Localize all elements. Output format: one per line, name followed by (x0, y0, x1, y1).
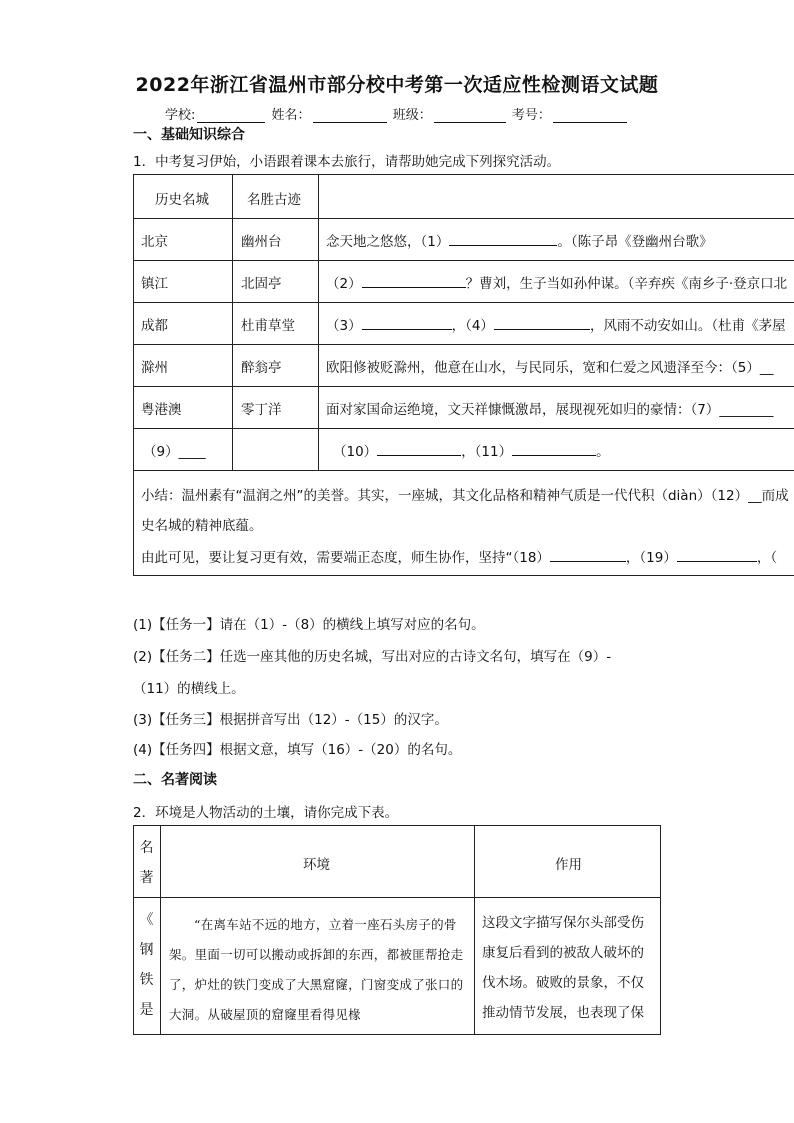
environment-excerpt: “在离车站不远的地方，立着一座石头房子的骨架。里面一切可以搬动或拆卸的东西，都被匪帮抢走了，炉灶的铁门变成了大黑窟窿，门窗变成了张口的大洞。从破屋顶的窟窿里看得见椽 (169, 917, 464, 1022)
row-site: 幽州台 (241, 234, 282, 250)
row-text: （10） ，（11） 。 (333, 444, 610, 460)
row-site: 杜甫草堂 (241, 318, 295, 334)
row-text: 面对家国命运绝境，文天祥慷慨激昂，展现视死如归的豪情：（7）________ (326, 402, 774, 418)
row-city: 粤港澳 (141, 402, 182, 418)
exam-no-label: 考号： (511, 108, 551, 123)
task-4: (4)【任务四】根据文意，填写（16）-（20）的名句。 (133, 742, 462, 758)
history-city-table (133, 174, 794, 576)
summary-line-3: 由此可见，要让复习更有效，需要端正态度，师生协作，坚持“（18） ，（19） ，（ (141, 550, 778, 566)
class-blank[interactable] (434, 108, 506, 123)
header-site: 名胜古迹 (247, 192, 301, 208)
name-blank[interactable] (313, 108, 387, 123)
blank-10[interactable] (377, 442, 461, 456)
row-city-blank-9[interactable]: （9）____ (143, 444, 206, 460)
task-2: (2)【任务二】任选一座其他的历史名城，写出对应的古诗文名句，填写在（9）- (133, 649, 612, 665)
task-2-cont: （11）的横线上。 (133, 681, 245, 697)
class-label: 班级： (392, 108, 432, 123)
blank-4[interactable] (494, 316, 590, 330)
blank-18[interactable] (550, 548, 626, 562)
novel-environment-table (133, 825, 661, 1035)
section-1-heading: 一、基础知识综合 (133, 127, 245, 143)
page-title: 2022年浙江省温州市部分校中考第一次适应性检测语文试题 (135, 74, 659, 96)
section-2-heading: 二、名著阅读 (133, 772, 217, 788)
blank-1[interactable] (449, 232, 557, 246)
header-city: 历史名城 (155, 192, 209, 208)
row-text: （3） ，（4） ，风雨不动安如山。（杜甫《茅屋 (326, 318, 786, 334)
header-effect: 作用 (555, 857, 582, 873)
header-book: 名 著 (139, 840, 154, 886)
effect-text: 这段文字描写保尔头部受伤康复后看到的被敌人破坏的伐木场。破败的景象，不仅推动情节发展，也表现了保 (482, 915, 644, 1021)
question-1: 1．中考复习伊始，小语跟着课本去旅行，请帮助她完成下列探究活动。 (133, 154, 561, 170)
header-environment: 环境 (303, 857, 330, 873)
student-info-line (165, 104, 629, 123)
row-site: 北固亭 (241, 276, 282, 292)
blank-19[interactable] (677, 548, 757, 562)
question-2: 2．环境是人物活动的土壤，请你完成下表。 (133, 805, 399, 821)
blank-3[interactable] (362, 316, 452, 330)
row-text: 念天地之悠悠，（1） 。（陈子昂《登幽州台歌》 (326, 234, 713, 250)
summary-line-2: 史名城的精神底蕴。 (141, 518, 263, 534)
row-text: 欧阳修被贬滁州，他意在山水，与民同乐，宽和仁爱之风遗泽至今：（5）__ (326, 360, 774, 376)
row-site: 零丁洋 (241, 402, 282, 418)
blank-11[interactable] (512, 442, 596, 456)
exam-no-blank[interactable] (553, 108, 627, 123)
row-city: 北京 (141, 234, 168, 250)
row-city: 镇江 (141, 276, 168, 292)
book-title-cell: 《 钢 铁 是 (139, 912, 154, 1018)
task-3: (3)【任务三】根据拼音写出（12）-（15）的汉字。 (133, 712, 448, 728)
name-label: 姓名： (271, 108, 311, 123)
row-site: 醉翁亭 (241, 360, 282, 376)
school-blank[interactable] (197, 108, 265, 123)
row-text: （2） ？曹刘，生子当如孙仲谋。（辛弃疾《南乡子·登京口北 (326, 276, 788, 292)
row-city: 成都 (141, 318, 168, 334)
row-city: 滁州 (141, 360, 168, 376)
task-1: (1)【任务一】请在（1）-（8）的横线上填写对应的名句。 (133, 617, 485, 633)
blank-2[interactable] (362, 274, 466, 288)
school-label: 学校: (165, 108, 196, 123)
summary-line-1: 小结：温州素有“温润之州”的美誉。其实，一座城，其文化品格和精神气质是一代代积（diàn）（12）__而成 (141, 488, 789, 504)
